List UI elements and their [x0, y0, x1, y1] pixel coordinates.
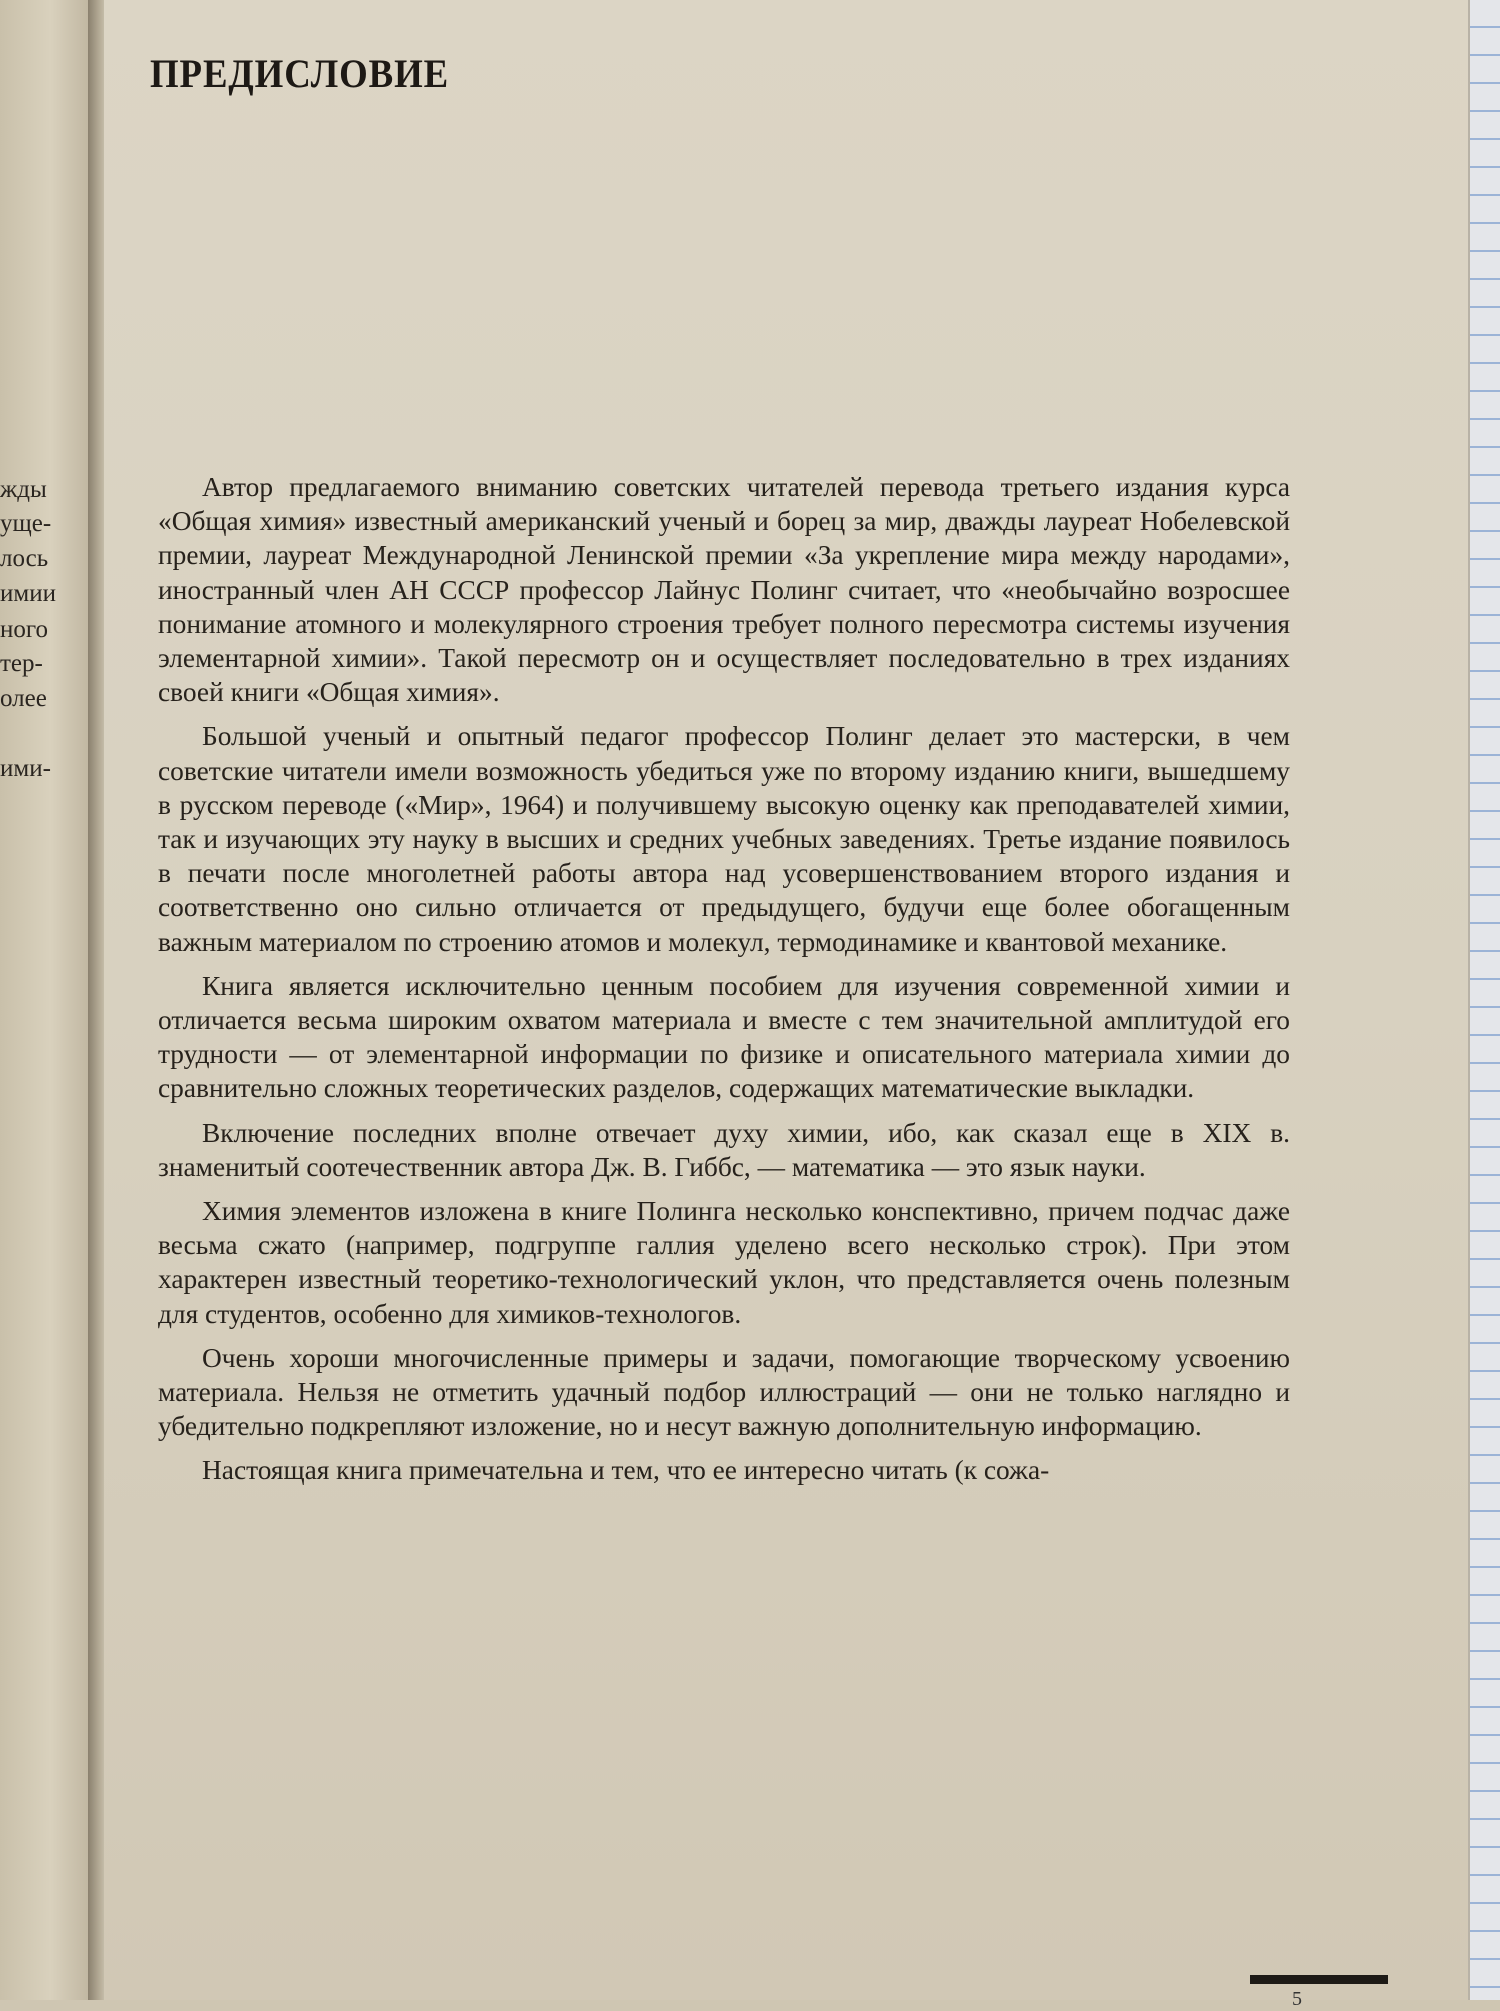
page-number: 5 [1292, 1988, 1302, 2010]
paragraph: Автор предлагаемого вниманию советских читателей перевода третьего издания курса «Общая химия» известный американский ученый и борец за мир, дважды лауреат Нобелевской премии, лауреат Международной Ленинской премии «За укрепление мира между народами», иностранный член АН СССР профессор Лайнус Полинг считает, что «необычайно возросшее понимание атомного и молекулярного строения требует полного пересмотра системы изучения элементарной химии». Такой пересмотр он и осуществляет последовательно в трех изданиях своей книги «Общая химия». [158, 472, 1290, 708]
page-heading: ПРЕДИСЛОВИЕ [150, 51, 450, 96]
left-page-fragment: лось [0, 545, 49, 572]
paragraph: Химия элементов изложена в книге Полинга несколько конспективно, причем подчас даже весьма сжато (например, подгруппе галлия уделено всего несколько строк). При этом характерен известный теоретико-технологический уклон, что представляется очень полезным для студентов, особенно для химиков-технологов. [158, 1196, 1290, 1329]
paragraph: Большой ученый и опытный педагог профессор Полинг делает это мастерски, в чем советские читатели имели возможность убедиться уже по второму изданию книги, вышедшему в русском переводе («Мир», 1964) и получившему высокую оценку как преподавателей химии, так и изучающих эту науку в высших и средних учебных заведениях. Третье издание появилось в печати после многолетней работы автора над усовершенствованием второго издания и соответственно оно сильно отличается от предыдущего, будучи еще более обогащенным важным материалом по строению атомов и молекул, термодинамике и квантовой механике. [158, 721, 1290, 957]
paragraph: Очень хороши многочисленные примеры и задачи, помогающие творческому усвоению материала. Нельзя не отметить удачный подбор иллюстраций — они не только наглядно и убедительно подкрепляют изложение, но и несут важную дополнительную информацию. [158, 1342, 1290, 1442]
left-page-edge [0, 0, 92, 2000]
paragraph: Включение последних вполне отвечает духу химии, ибо, как сказал еще в XIX в. знаменитый соотечественник автора Дж. В. Гиббс, — математика — это язык науки. [158, 1117, 1290, 1182]
footer-rule [1250, 1975, 1388, 1984]
left-page-fragment: олее [0, 685, 47, 712]
notebook-paper [1468, 0, 1500, 2000]
left-page-fragment: ного [0, 616, 49, 643]
paragraph: Книга является исключительно ценным пособием для изучения современной химии и отличается весьма широким охватом материала и вместе с тем значительной амплитудой его трудности — от элементарной информации по физике и описательного материала химии до сравнительно сложных теоретических разделов, содержащих математические выкладки. [158, 970, 1290, 1104]
left-page-fragment: уще- [0, 510, 52, 537]
left-page-fragment: жды [0, 476, 47, 503]
paragraph: Настоящая книга примечательна и тем, что ее интересно читать (к сожа- [202, 1455, 1050, 1486]
left-page-fragment: имии [0, 580, 56, 607]
left-page-fragment: тер- [0, 650, 43, 677]
left-page-fragment: ими- [0, 755, 51, 782]
preface-body [158, 470, 1290, 1498]
